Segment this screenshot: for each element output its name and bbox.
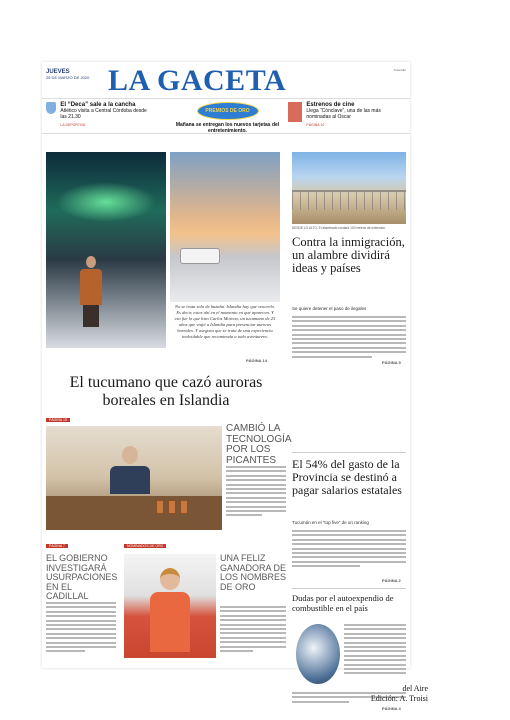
lead-caption: No se trata sólo de hazaña. Islandia hay que vencerlo. Es decir, estar ahí en el momento en que aparecen. Y eso fue lo que hizo Carlos Moreno, un tucumano de 25 años que viajó a Islandia para presenciar auroras boreales. Y asegura que se trata de una experiencia inolvidable que recomienda a todo aventurero. bbox=[174, 304, 276, 339]
cadillal-tag: PÁGINA 7 bbox=[46, 544, 68, 548]
masthead-date-text: 26 DE MARZO DE 2020 bbox=[46, 75, 90, 80]
salary-headline[interactable]: El 54% del gasto de la Provincia se destinó a pagar salarios estatales bbox=[292, 457, 402, 497]
masthead-day: JUEVES bbox=[46, 69, 70, 75]
winner-photo bbox=[124, 554, 216, 658]
divider bbox=[292, 588, 406, 589]
fuel-page-ref: PÁGINA 4 bbox=[382, 706, 401, 711]
teaser-sports[interactable] bbox=[46, 102, 156, 128]
chef-photo bbox=[46, 426, 222, 530]
masthead-date bbox=[46, 70, 89, 80]
truck-shape bbox=[180, 248, 220, 264]
fuel-body bbox=[344, 624, 406, 677]
bottom-stories bbox=[46, 544, 286, 664]
teaser-sports-headline: El “Deca” sale a la cancha bbox=[60, 102, 136, 108]
chili-headline[interactable]: CAMBIÓ LA TECNOLOGÍA POR LOS PICANTES bbox=[226, 423, 292, 466]
winner-headline[interactable]: UNA FELIZ GANADORA DE LOS NOMBRES DE ORO bbox=[220, 553, 287, 592]
aurora-photo bbox=[46, 152, 166, 348]
aurora-glow bbox=[56, 182, 156, 222]
immigration-headline[interactable]: Contra la inmigración, un alambre dividirá ideas y países bbox=[292, 235, 405, 275]
immigration-page-ref: PÁGINA 9 bbox=[382, 360, 401, 365]
fence-photo-caption: DESDE LO ALTO. El alambrado rondará 100 metros de extensión. bbox=[292, 226, 386, 230]
teaser-strip bbox=[42, 98, 410, 134]
immigration-body bbox=[292, 316, 406, 360]
winner-tag: NOMINADOS DE ORO bbox=[124, 544, 166, 548]
chili-story[interactable] bbox=[46, 418, 292, 538]
border-fence-photo bbox=[292, 152, 406, 224]
teaser-cinema-headline: Estrenos de cine bbox=[306, 102, 355, 108]
fuel-headline[interactable]: Dudas por el autoexpendio de combustible en el país bbox=[292, 593, 394, 613]
lead-page-ref: PÁGINA 14 bbox=[246, 358, 267, 363]
masthead-info: Tucumán bbox=[393, 68, 406, 72]
salary-subhead: Tucumán en el “top five” de un ranking bbox=[292, 520, 369, 525]
immigration-subhead: Se quiere detener el paso de ilegales bbox=[292, 306, 367, 311]
traveler-figure bbox=[78, 256, 104, 326]
masthead bbox=[42, 62, 410, 96]
jar-shape bbox=[180, 500, 188, 514]
cinema-thumbnail bbox=[288, 102, 302, 122]
salary-body bbox=[292, 530, 406, 570]
winner-body bbox=[220, 606, 286, 654]
lead-headline[interactable]: El tucumano que cazó auroras boreales en Islandia bbox=[69, 374, 263, 409]
teaser-awards-text: Mañana se entregan los nuevos tarjetas del entretenimiento. bbox=[175, 122, 280, 134]
teaser-cinema[interactable] bbox=[288, 102, 406, 128]
credit-line-1: del Aire bbox=[402, 684, 428, 693]
divider bbox=[292, 452, 406, 453]
teaser-cinema-text: Llega “Cónclave”, una de las más nominadas al Oscar bbox=[306, 108, 381, 120]
teaser-awards[interactable] bbox=[170, 102, 285, 134]
lead-story[interactable] bbox=[46, 146, 286, 414]
jar-shape bbox=[156, 500, 164, 514]
photo-credit bbox=[371, 684, 428, 704]
teaser-cinema-tag: PÁGINA 10 bbox=[306, 123, 325, 127]
chili-tag: PÁGINA 15 bbox=[46, 418, 70, 422]
awards-badge: PREMIOS DE ORO bbox=[197, 102, 259, 120]
teaser-sports-tag: LA DEPORTIVA bbox=[60, 123, 86, 127]
club-crest-icon bbox=[46, 102, 56, 114]
winner-figure bbox=[150, 568, 190, 654]
credit-line-2: Edición: A. Troisi bbox=[370, 694, 428, 703]
teaser-sports-text: Atlético visita a Central Córdoba desde las 21.30 bbox=[60, 108, 147, 120]
jar-shape bbox=[168, 500, 176, 514]
cadillal-headline[interactable]: EL GOBIERNO INVESTIGARÁ USURPACIONES EN EL CADILLAL bbox=[46, 553, 118, 602]
table-shape bbox=[46, 496, 222, 530]
masthead-logo: LA GACETA bbox=[108, 64, 287, 97]
salary-page-ref: PÁGINA 2 bbox=[382, 578, 401, 583]
fence-shape bbox=[292, 190, 406, 210]
chili-body bbox=[226, 466, 286, 519]
cadillal-body bbox=[46, 602, 116, 655]
chef-figure bbox=[110, 446, 150, 496]
fuel-pump-photo bbox=[296, 624, 340, 684]
sunset-truck-photo bbox=[170, 152, 280, 302]
